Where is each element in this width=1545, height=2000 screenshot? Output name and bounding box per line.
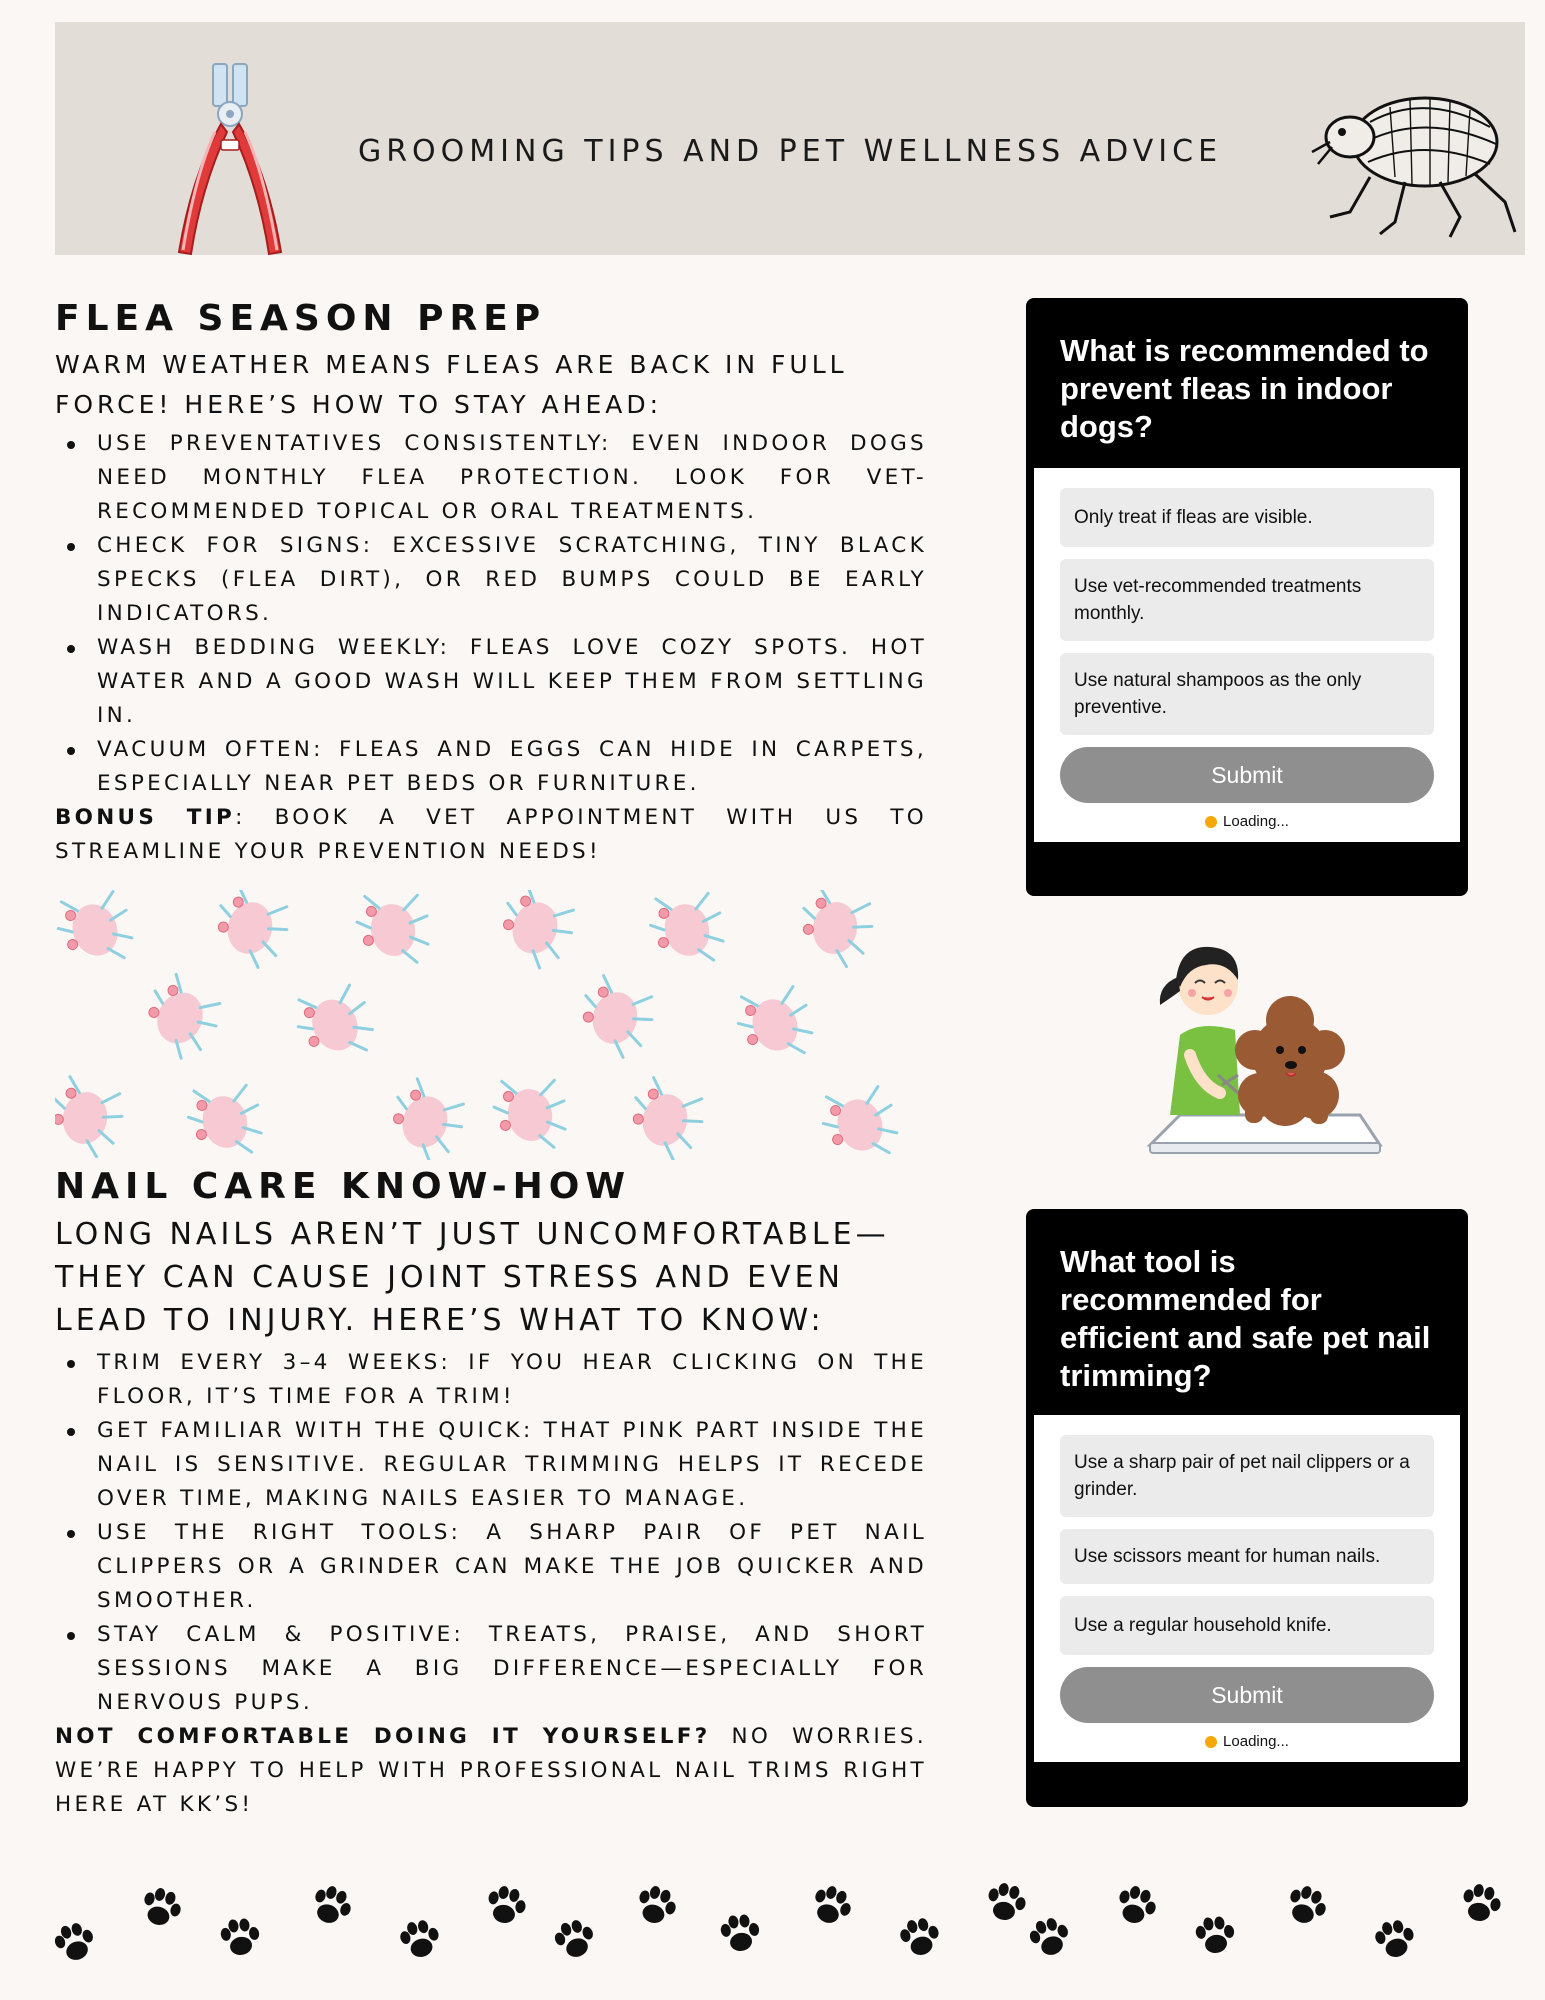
submit-button[interactable]: Submit xyxy=(1060,1667,1434,1723)
quiz-option[interactable]: Use a sharp pair of pet nail clippers or a grinder. xyxy=(1060,1435,1434,1517)
quiz-option[interactable]: Use a regular household knife. xyxy=(1060,1596,1434,1655)
submit-button[interactable]: Submit xyxy=(1060,747,1434,803)
header-banner xyxy=(55,22,1525,255)
nail-closing-text: NO WORRIES. WE’RE HAPPY TO HELP WITH PROFESSIONAL NAIL TRIMS RIGHT HERE AT KK’S! xyxy=(55,1724,927,1817)
flea-section-intro: WARM WEATHER MEANS FLEAS ARE BACK IN FULL FORCE! HERE’S HOW TO STAY AHEAD: xyxy=(55,350,848,419)
quiz-option[interactable]: Use natural shampoos as the only preventive. xyxy=(1060,653,1434,735)
quiz-question: What is recommended to prevent fleas in indoor dogs? xyxy=(1060,333,1429,444)
flea-icon xyxy=(1310,82,1520,242)
quiz-options xyxy=(1034,1415,1460,1762)
quiz-question: What tool is recommended for efficient and safe pet nail trimming? xyxy=(1060,1244,1431,1393)
list-item: USE PREVENTATIVES CONSISTENTLY: EVEN INDOOR DOGS NEED MONTHLY FLEA PROTECTION. LOOK FOR VET-RECOMMENDED TOPICAL OR ORAL TREATMENTS. xyxy=(97,427,927,529)
list-item: VACUUM OFTEN: FLEAS AND EGGS CAN HIDE IN CARPETS, ESPECIALLY NEAR PET BEDS OR FURNITURE. xyxy=(97,733,927,801)
quiz-options xyxy=(1034,468,1460,842)
header-title: GROOMING TIPS AND PET WELLNESS ADVICE xyxy=(357,134,1223,169)
quiz-option[interactable]: Use scissors meant for human nails. xyxy=(1060,1529,1434,1584)
list-item: GET FAMILIAR WITH THE QUICK: THAT PINK PART INSIDE THE NAIL IS SENSITIVE. REGULAR TRIMMING HELPS IT RECEDE OVER TIME, MAKING NAILS EASIER TO MANAGE. xyxy=(97,1414,927,1516)
loading-dot-icon xyxy=(1205,1736,1217,1748)
nail-quiz-widget xyxy=(1026,1209,1468,1807)
bonus-tip xyxy=(55,801,927,869)
flea-quiz-widget xyxy=(1026,298,1468,896)
loading-status xyxy=(1060,1733,1434,1750)
loading-dot-icon xyxy=(1205,816,1217,828)
paw-print-border xyxy=(50,1880,1510,1990)
list-item: USE THE RIGHT TOOLS: A SHARP PAIR OF PET NAIL CLIPPERS OR A GRINDER CAN MAKE THE JOB QUICKER AND SMOOTHER. xyxy=(97,1516,927,1618)
quiz-option[interactable]: Use vet-recommended treatments monthly. xyxy=(1060,559,1434,641)
flea-section-title: FLEA SEASON PREP xyxy=(55,298,547,339)
quiz-option[interactable]: Only treat if fleas are visible. xyxy=(1060,488,1434,547)
nail-closing-bold: NOT COMFORTABLE DOING IT YOURSELF? xyxy=(55,1724,711,1749)
list-item: WASH BEDDING WEEKLY: FLEAS LOVE COZY SPOTS. HOT WATER AND A GOOD WASH WILL KEEP THEM FROM SETTLING IN. xyxy=(97,631,927,733)
nail-section-intro: LONG NAILS AREN’T JUST UNCOMFORTABLE—THEY CAN CAUSE JOINT STRESS AND EVEN LEAD TO INJURY. HERE’S WHAT TO KNOW: xyxy=(55,1217,890,1338)
bonus-tip-label: BONUS TIP xyxy=(55,805,236,830)
nail-section-title: NAIL CARE KNOW-HOW xyxy=(55,1166,632,1207)
nail-care-section xyxy=(55,1166,927,1822)
list-item: TRIM EVERY 3–4 WEEKS: IF YOU HEAR CLICKING ON THE FLOOR, IT’S TIME FOR A TRIM! xyxy=(97,1346,927,1414)
nail-closing xyxy=(55,1720,927,1822)
flea-pattern-decoration xyxy=(55,890,905,1160)
flea-season-section xyxy=(55,298,927,869)
loading-status xyxy=(1060,813,1434,830)
groomer-with-poodle-illustration xyxy=(1140,925,1390,1175)
list-item: CHECK FOR SIGNS: EXCESSIVE SCRATCHING, TINY BLACK SPECKS (FLEA DIRT), OR RED BUMPS COULD BE EARLY INDICATORS. xyxy=(97,529,927,631)
loading-text: Loading... xyxy=(1223,813,1289,830)
loading-text: Loading... xyxy=(1223,1733,1289,1750)
bonus-tip-text: : BOOK A VET APPOINTMENT WITH US TO STREAMLINE YOUR PREVENTION NEEDS! xyxy=(55,805,927,864)
flea-tips-list xyxy=(55,427,927,801)
list-item: STAY CALM & POSITIVE: TREATS, PRAISE, AND SHORT SESSIONS MAKE A BIG DIFFERENCE—ESPECIALLY FOR NERVOUS PUPS. xyxy=(97,1618,927,1720)
nail-tips-list xyxy=(55,1346,927,1720)
